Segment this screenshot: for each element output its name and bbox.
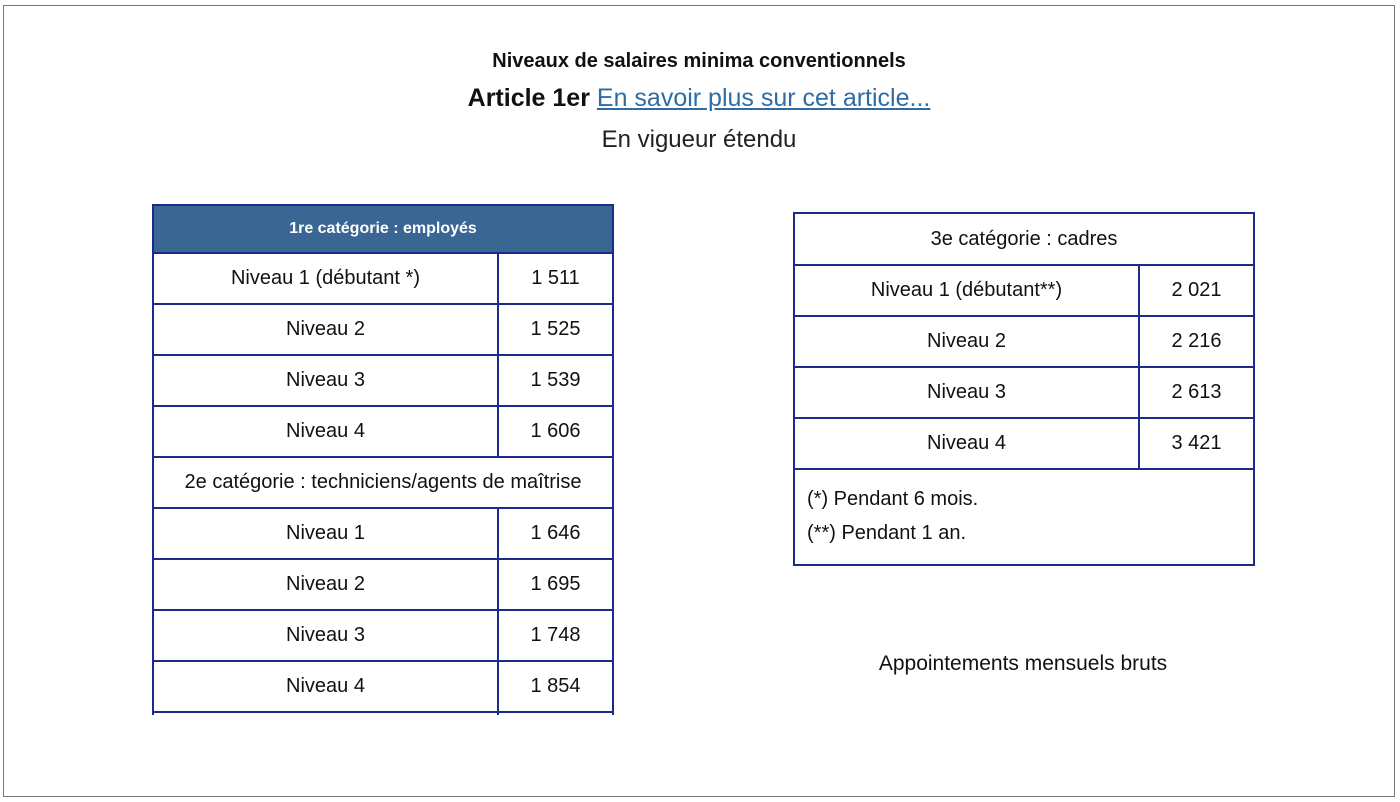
amount-cell: 1 695 [498, 559, 613, 610]
table-row [794, 367, 1254, 418]
amount-cell: 1 606 [498, 406, 613, 457]
amount-cell: 1 539 [498, 355, 613, 406]
amount-cell: 1 646 [498, 508, 613, 559]
category3-header: 3e catégorie : cadres [794, 213, 1254, 265]
level-cell: Niveau 4 [153, 661, 498, 712]
notes-cell [794, 469, 1254, 565]
category2-header-row [153, 457, 613, 508]
footnote: (*) Pendant 6 mois. [807, 488, 979, 510]
table-row [153, 508, 613, 559]
level-cell: Niveau 4 [153, 406, 498, 457]
level-cell: Niveau 2 [153, 559, 498, 610]
level-cell: Niveau 3 [794, 367, 1139, 418]
amount-cell: 1 854 [498, 661, 613, 712]
caption-text: Appointements mensuels bruts [878, 652, 1168, 675]
level-cell: Niveau 2 [153, 304, 498, 355]
cut-cell [153, 712, 498, 715]
salary-table-left [152, 204, 614, 715]
salary-table-right [793, 212, 1255, 566]
table-row [794, 265, 1254, 316]
amount-cell: 1 525 [498, 304, 613, 355]
article-label: Article 1er [467, 84, 590, 112]
table-row [153, 304, 613, 355]
table-row [153, 559, 613, 610]
level-cell: Niveau 2 [794, 316, 1139, 367]
category1-header: 1re catégorie : employés [153, 205, 613, 253]
level-cell: Niveau 1 (débutant *) [153, 253, 498, 304]
level-cell: Niveau 3 [153, 355, 498, 406]
level-cell: Niveau 1 (débutant**) [794, 265, 1139, 316]
level-cell: Niveau 3 [153, 610, 498, 661]
table-row [153, 661, 613, 712]
table-cut-row [153, 712, 613, 715]
notes-row [794, 469, 1254, 565]
footnote: (**) Pendant 1 an. [807, 522, 966, 544]
amount-cell: 1 511 [498, 253, 613, 304]
table-row [153, 253, 613, 304]
amount-cell: 1 748 [498, 610, 613, 661]
table-row [794, 316, 1254, 367]
category3-header-row [794, 213, 1254, 265]
category2-header: 2e catégorie : techniciens/agents de maîtrise [153, 457, 613, 508]
amount-cell: 2 021 [1139, 265, 1254, 316]
table-row [153, 610, 613, 661]
cut-cell [498, 712, 613, 715]
status-text: En vigueur étendu [601, 126, 797, 153]
article-more-link[interactable]: En savoir plus sur cet article... [596, 84, 931, 112]
level-cell: Niveau 4 [794, 418, 1139, 469]
level-cell: Niveau 1 [153, 508, 498, 559]
page-title: Niveaux de salaires minima conventionnels [492, 50, 906, 72]
amount-cell: 3 421 [1139, 418, 1254, 469]
article-line [4, 84, 1394, 113]
table-row [153, 406, 613, 457]
amount-cell: 2 613 [1139, 367, 1254, 418]
table-row [153, 355, 613, 406]
table-row [794, 418, 1254, 469]
amount-cell: 2 216 [1139, 316, 1254, 367]
category1-header-row [153, 205, 613, 253]
